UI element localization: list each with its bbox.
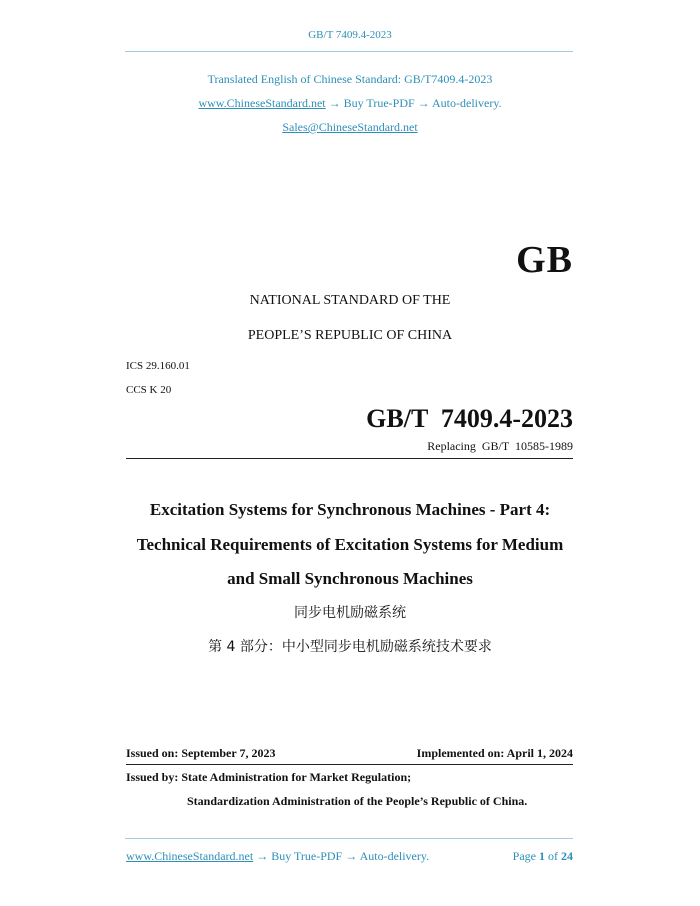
page-total: 24 — [561, 849, 573, 863]
standard-number: GB/T 7409.4-2023 — [366, 404, 573, 433]
page-label: Page — [512, 849, 536, 863]
gb-logo: GB — [516, 239, 573, 281]
promo-email-link[interactable]: Sales@ChineseStandard.net — [282, 120, 418, 134]
page-indicator — [513, 849, 573, 864]
footer-site-line — [126, 849, 429, 864]
org-line-2: PEOPLE’S REPUBLIC OF CHINA — [247, 328, 453, 343]
promo-site-line — [0, 96, 700, 111]
issued-by-line-2: Standardization Administration of the People’s Republic of China. — [187, 794, 528, 808]
masthead-divider — [126, 458, 573, 459]
org-line-1: NATIONAL STANDARD OF THE — [249, 293, 451, 308]
footer-site-link[interactable]: www.ChineseStandard.net — [126, 849, 254, 863]
issue-divider — [126, 764, 573, 765]
title-zh-line-2: 第 4 部分：中小型同步电机励磁系统技术要求 — [208, 639, 492, 655]
replacing-note: Replacing GB/T 10585-1989 — [427, 439, 573, 453]
page-of: of — [548, 849, 558, 863]
issued-on: Issued on: September 7, 2023 — [126, 746, 276, 760]
promo-email-line — [0, 120, 700, 135]
footer-divider — [125, 838, 573, 839]
title-en-line-2: Technical Requirements of Excitation Systems for Medium — [136, 535, 564, 554]
footer-site-suffix: → Buy True-PDF → Auto-delivery. — [256, 849, 430, 863]
implemented-on: Implemented on: April 1, 2024 — [416, 746, 573, 760]
promo-line: Translated English of Chinese Standard: GB/T7409.4-2023 — [207, 72, 493, 86]
header-doc-code: GB/T 7409.4-2023 — [308, 29, 392, 41]
promo-site-link[interactable]: www.ChineseStandard.net — [198, 96, 326, 110]
title-en-line-3: and Small Synchronous Machines — [227, 569, 473, 588]
issued-by-line-1: Issued by: State Administration for Market Regulation; — [126, 770, 412, 784]
header-divider — [125, 51, 573, 52]
ccs-code: CCS K 20 — [126, 384, 172, 396]
page-current: 1 — [539, 849, 545, 863]
title-en-line-1: Excitation Systems for Synchronous Machines - Part 4: — [149, 500, 551, 519]
title-zh-line-1: 同步电机励磁系统 — [294, 605, 406, 621]
promo-site-suffix: → Buy True-PDF → Auto-delivery. — [328, 96, 502, 110]
ics-code: ICS 29.160.01 — [126, 360, 190, 372]
